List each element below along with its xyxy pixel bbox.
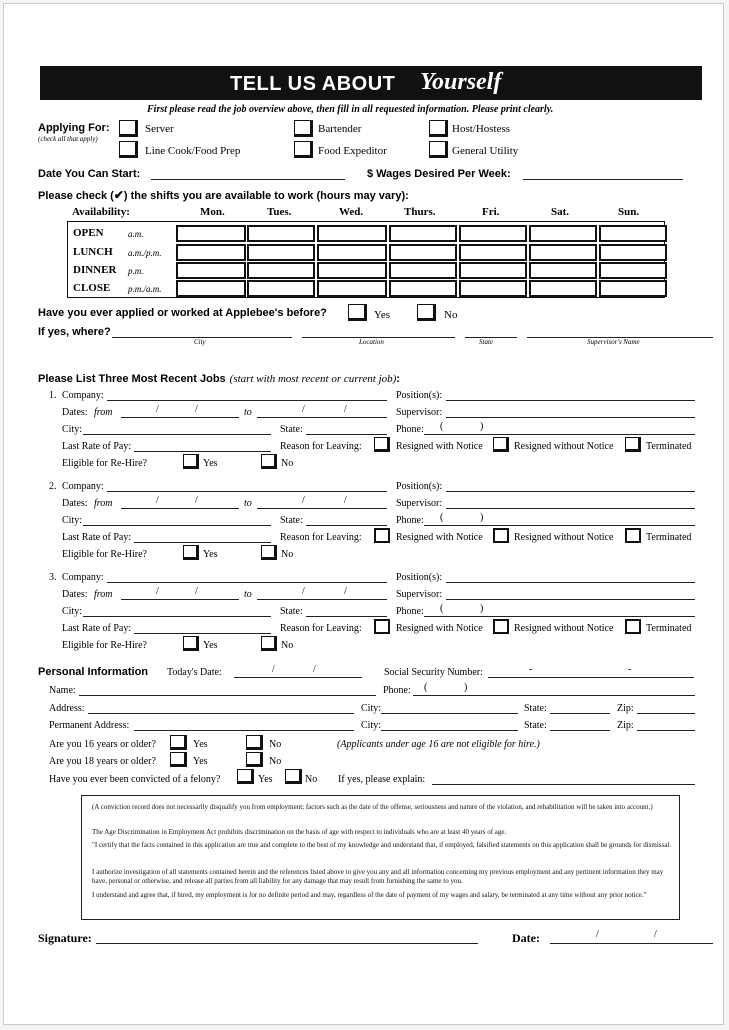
shift-cell-close-sat[interactable] xyxy=(529,280,597,297)
ssn-dash: - xyxy=(628,664,632,675)
job2-last-rate-label: Last Rate of Pay: xyxy=(62,532,132,543)
day-mon: Mon. xyxy=(200,206,225,218)
applying-for-label: Applying For: xyxy=(38,122,110,134)
job3-positions-label: Position(s): xyxy=(396,572,443,583)
age-note: (Applicants under age 16 are not eligible for hire.) xyxy=(337,739,540,750)
where-state-sublabel: State xyxy=(479,338,493,346)
host-label: Host/Hostess xyxy=(452,123,511,135)
date-slash: / xyxy=(596,929,599,940)
personal-phone-field[interactable] xyxy=(413,695,695,696)
shift-row-time: p.m. xyxy=(128,266,144,276)
start-date-field[interactable] xyxy=(151,179,345,180)
job3-resigned-without-checkbox[interactable] xyxy=(493,619,509,634)
job2-phone-paren: ( xyxy=(440,512,444,523)
job1-company-field[interactable] xyxy=(107,400,387,401)
job1-positions-label: Position(s): xyxy=(396,390,443,401)
shift-cell-lunch-sun[interactable] xyxy=(599,244,667,261)
line-cook-label: Line Cook/Food Prep xyxy=(145,145,241,157)
ssn-label: Social Security Number: xyxy=(384,667,483,678)
application-page xyxy=(3,3,724,1025)
job1-resigned-notice-checkbox[interactable] xyxy=(374,437,390,452)
banner-title: TELL US ABOUT xyxy=(230,73,396,95)
job3-dates-label: Dates: xyxy=(62,589,88,600)
general-utility-label: General Utility xyxy=(452,145,519,157)
permanent-zip-label: Zip: xyxy=(617,720,634,731)
job2-city-label: City: xyxy=(62,515,83,526)
day-tues: Tues. xyxy=(267,206,292,218)
day-sat: Sat. xyxy=(551,206,570,218)
job1-phone-label: Phone: xyxy=(396,424,424,435)
where-city-sublabel: City xyxy=(194,338,206,346)
shift-cell-dinner-fri[interactable] xyxy=(459,262,527,279)
job2-positions-field[interactable] xyxy=(446,491,695,492)
job1-positions-field[interactable] xyxy=(446,400,695,401)
age18-yes-checkbox[interactable] xyxy=(170,752,187,767)
job3-to-label: to xyxy=(244,589,252,600)
job1-reason-label: Reason for Leaving: xyxy=(280,441,362,452)
signature-label: Signature: xyxy=(38,931,92,945)
job1-phone-paren: ) xyxy=(480,421,484,432)
address-state-field[interactable] xyxy=(550,713,610,714)
job2-terminated-label: Terminated xyxy=(646,532,692,543)
age18-yes-label: Yes xyxy=(193,756,208,767)
job1-supervisor-label: Supervisor: xyxy=(396,407,443,418)
job2-resigned-notice-checkbox[interactable] xyxy=(374,528,390,543)
applying-for-note: (check all that apply) xyxy=(38,135,98,143)
job3-rehire-no-label: No xyxy=(281,640,294,651)
todays-date-field[interactable] xyxy=(234,677,362,678)
job2-phone-label: Phone: xyxy=(396,515,424,526)
job2-from-label: from xyxy=(94,498,113,509)
banner-title-script: Yourself xyxy=(420,69,502,95)
shift-cell-close-fri[interactable] xyxy=(459,280,527,297)
job3-number: 3. xyxy=(49,572,57,583)
felony-yes-checkbox[interactable] xyxy=(237,769,254,784)
explain-field[interactable] xyxy=(432,784,695,785)
job2-date-to-field[interactable] xyxy=(257,508,387,509)
shift-row-label: DINNER xyxy=(73,264,117,276)
job1-eligible-label: Eligible for Re-Hire? xyxy=(62,458,147,469)
job3-resigned-notice-checkbox[interactable] xyxy=(374,619,390,634)
shift-cell-open-fri[interactable] xyxy=(459,225,527,242)
general-utility-checkbox[interactable] xyxy=(429,141,448,158)
notice-age-discrimination: The Age Discrimination in Employment Act prohibits discrimination on the basis of age with respect to individuals who are at least 40 years of age. xyxy=(92,828,507,836)
shift-cell-lunch-fri[interactable] xyxy=(459,244,527,261)
job2-slash: / xyxy=(156,495,159,506)
day-thurs: Thurs. xyxy=(404,206,436,218)
job2-company-label: Company: xyxy=(62,481,104,492)
server-label: Server xyxy=(145,123,174,135)
job3-resigned-without-label: Resigned without Notice xyxy=(514,623,614,634)
job1-supervisor-field[interactable] xyxy=(446,417,695,418)
address-label: Address: xyxy=(49,703,85,714)
job1-slash: / xyxy=(156,404,159,415)
shifts-prompt: Please check (✔) the shifts you are available to work (hours may vary): xyxy=(38,188,409,202)
permanent-city-field[interactable] xyxy=(381,730,518,731)
job3-last-rate-field[interactable] xyxy=(134,633,271,634)
shift-cell-dinner-sat[interactable] xyxy=(529,262,597,279)
address-zip-label: Zip: xyxy=(617,703,634,714)
job1-slash: / xyxy=(195,404,198,415)
personal-phone-label: Phone: xyxy=(383,685,411,696)
address-zip-field[interactable] xyxy=(637,713,695,714)
job3-resigned-notice-label: Resigned with Notice xyxy=(396,623,483,634)
job1-slash: / xyxy=(302,404,305,415)
felony-no-checkbox[interactable] xyxy=(285,769,302,784)
permanent-address-label: Permanent Address: xyxy=(49,720,130,731)
job2-terminated-checkbox[interactable] xyxy=(625,528,641,543)
age18-no-checkbox[interactable] xyxy=(246,752,263,767)
shift-row-time: a.m./p.m. xyxy=(128,248,162,258)
age16-yes-label: Yes xyxy=(193,739,208,750)
shift-cell-dinner-sun[interactable] xyxy=(599,262,667,279)
job3-date-from-field[interactable] xyxy=(121,599,239,600)
shift-cell-open-sat[interactable] xyxy=(529,225,597,242)
job1-last-rate-field[interactable] xyxy=(134,451,271,452)
footer-date-field[interactable] xyxy=(550,943,713,944)
shift-cell-close-thurs[interactable] xyxy=(389,280,457,297)
ssn-field[interactable] xyxy=(488,677,694,678)
job3-rehire-yes-checkbox[interactable] xyxy=(183,636,199,651)
food-expeditor-label: Food Expeditor xyxy=(318,145,387,157)
day-fri: Fri. xyxy=(482,206,500,218)
notice-conviction: (A conviction record does not necessarily disqualify you from employment; factors such as the date of the offense, seriousness and nature of the violation, and rehabilitation will be taken into account.) xyxy=(92,803,653,811)
job1-dates-label: Dates: xyxy=(62,407,88,418)
ssn-dash: - xyxy=(529,664,533,675)
address-city-field[interactable] xyxy=(381,713,518,714)
job1-resigned-without-label: Resigned without Notice xyxy=(514,441,614,452)
age16-no-label: No xyxy=(269,739,282,750)
explain-label: If yes, please explain: xyxy=(338,774,426,785)
job2-phone-field[interactable] xyxy=(424,525,695,526)
job2-slash: / xyxy=(302,495,305,506)
previous-no-label: No xyxy=(444,309,458,321)
permanent-state-label: State: xyxy=(524,720,547,731)
age18-no-label: No xyxy=(269,756,282,767)
phone-paren: ( xyxy=(424,682,428,693)
job1-rehire-no-label: No xyxy=(281,458,294,469)
instructions-text: First please read the job overview above, then fill in all requested information. Please print clearly. xyxy=(147,104,554,115)
shift-cell-open-wed[interactable] xyxy=(317,225,387,242)
job1-slash: / xyxy=(344,404,347,415)
day-sun: Sun. xyxy=(618,206,640,218)
footer-date-label: Date: xyxy=(512,931,540,945)
job1-from-label: from xyxy=(94,407,113,418)
date-slash: / xyxy=(654,929,657,940)
job2-supervisor-field[interactable] xyxy=(446,508,695,509)
job1-terminated-checkbox[interactable] xyxy=(625,437,641,452)
server-checkbox[interactable] xyxy=(119,120,138,137)
job1-company-label: Company: xyxy=(62,390,104,401)
shift-row-label: OPEN xyxy=(73,227,104,239)
job3-city-field[interactable] xyxy=(83,616,271,617)
notice-authorize: I authorize investigation of all statements contained herein and the references listed above to give you any and all information concerning my previous employment and any pertinent information they may have, personal or otherwise, and release all parties from all liability for any damage that may result from furnishing the same to you. xyxy=(92,868,664,885)
notice-certify: "I certify that the facts contained in this application are true and complete to the best of my knowledge and understand that, if employed, falsified statements on this application shall be grounds for dismissal. xyxy=(92,841,672,849)
job1-last-rate-label: Last Rate of Pay: xyxy=(62,441,132,452)
job1-number: 1. xyxy=(49,390,57,401)
job3-company-label: Company: xyxy=(62,572,104,583)
job1-resigned-notice-label: Resigned with Notice xyxy=(396,441,483,452)
permanent-state-field[interactable] xyxy=(550,730,610,731)
job2-dates-label: Dates: xyxy=(62,498,88,509)
age16-no-checkbox[interactable] xyxy=(246,735,263,750)
job3-slash: / xyxy=(156,586,159,597)
job1-state-field[interactable] xyxy=(306,434,387,435)
permanent-zip-field[interactable] xyxy=(637,730,695,731)
day-wed: Wed. xyxy=(339,206,364,218)
jobs-heading: Please List Three Most Recent Jobs (start with most recent or current job): xyxy=(38,373,400,385)
job3-company-field[interactable] xyxy=(107,582,387,583)
job1-date-from-field[interactable] xyxy=(121,417,239,418)
job2-rehire-no-checkbox[interactable] xyxy=(261,545,277,560)
job1-terminated-label: Terminated xyxy=(646,441,692,452)
food-expeditor-checkbox[interactable] xyxy=(294,141,313,158)
shift-cell-open-thurs[interactable] xyxy=(389,225,457,242)
job3-phone-field[interactable] xyxy=(424,616,695,617)
job3-slash: / xyxy=(302,586,305,597)
job1-city-label: City: xyxy=(62,424,83,435)
job2-state-label: State: xyxy=(280,515,303,526)
name-field[interactable] xyxy=(79,695,376,696)
job3-rehire-yes-label: Yes xyxy=(203,640,218,651)
job3-terminated-checkbox[interactable] xyxy=(625,619,641,634)
job1-phone-paren: ( xyxy=(440,421,444,432)
job2-positions-label: Position(s): xyxy=(396,481,443,492)
job2-rehire-no-label: No xyxy=(281,549,294,560)
where-supervisor-sublabel: Supervisor's Name xyxy=(587,338,640,346)
permanent-city-label: City: xyxy=(361,720,382,731)
job3-slash: / xyxy=(344,586,347,597)
job1-rehire-yes-checkbox[interactable] xyxy=(183,454,199,469)
job2-to-label: to xyxy=(244,498,252,509)
shift-cell-lunch-tues[interactable] xyxy=(247,244,315,261)
job3-rehire-no-checkbox[interactable] xyxy=(261,636,277,651)
shift-row-label: CLOSE xyxy=(73,282,111,294)
job3-eligible-label: Eligible for Re-Hire? xyxy=(62,640,147,651)
job3-supervisor-label: Supervisor: xyxy=(396,589,443,600)
job2-rehire-yes-checkbox[interactable] xyxy=(183,545,199,560)
felony-no-label: No xyxy=(305,774,318,785)
job1-date-to-field[interactable] xyxy=(257,417,387,418)
shift-cell-close-wed[interactable] xyxy=(317,280,387,297)
shift-cell-open-sun[interactable] xyxy=(599,225,667,242)
job2-phone-paren: ) xyxy=(480,512,484,523)
job2-last-rate-field[interactable] xyxy=(134,542,271,543)
legal-notice-box xyxy=(81,795,680,920)
address-city-label: City: xyxy=(361,703,382,714)
job3-terminated-label: Terminated xyxy=(646,623,692,634)
date-slash: / xyxy=(272,664,275,675)
host-checkbox[interactable] xyxy=(429,120,448,137)
job3-phone-label: Phone: xyxy=(396,606,424,617)
felony-yes-label: Yes xyxy=(258,774,273,785)
job2-resigned-without-label: Resigned without Notice xyxy=(514,532,614,543)
job2-number: 2. xyxy=(49,481,57,492)
date-slash: / xyxy=(313,664,316,675)
job1-state-label: State: xyxy=(280,424,303,435)
shift-row-label: LUNCH xyxy=(73,246,113,258)
where-label: If yes, where? xyxy=(38,326,111,338)
shift-cell-dinner-tues[interactable] xyxy=(247,262,315,279)
job1-phone-field[interactable] xyxy=(424,434,695,435)
job3-phone-paren: ) xyxy=(480,603,484,614)
shift-cell-lunch-thurs[interactable] xyxy=(389,244,457,261)
previous-yes-checkbox[interactable] xyxy=(348,304,367,321)
shift-cell-close-tues[interactable] xyxy=(247,280,315,297)
previous-question: Have you ever applied or worked at Applebee's before? xyxy=(38,307,327,319)
shift-cell-lunch-sat[interactable] xyxy=(529,244,597,261)
name-label: Name: xyxy=(49,685,76,696)
shift-cell-open-tues[interactable] xyxy=(247,225,315,242)
shift-cell-close-sun[interactable] xyxy=(599,280,667,297)
bartender-checkbox[interactable] xyxy=(294,120,313,137)
age16-yes-checkbox[interactable] xyxy=(170,735,187,750)
shift-cell-dinner-thurs[interactable] xyxy=(389,262,457,279)
signature-field[interactable] xyxy=(96,943,478,944)
felony-label: Have you ever been convicted of a felony? xyxy=(49,774,221,785)
job1-resigned-without-checkbox[interactable] xyxy=(493,437,509,452)
job3-last-rate-label: Last Rate of Pay: xyxy=(62,623,132,634)
job3-positions-field[interactable] xyxy=(446,582,695,583)
todays-date-label: Today's Date: xyxy=(167,667,222,678)
job2-slash: / xyxy=(344,495,347,506)
personal-heading: Personal Information xyxy=(38,666,149,678)
job2-reason-label: Reason for Leaving: xyxy=(280,532,362,543)
address-state-label: State: xyxy=(524,703,547,714)
job2-slash: / xyxy=(195,495,198,506)
job2-date-from-field[interactable] xyxy=(121,508,239,509)
previous-yes-label: Yes xyxy=(374,309,391,321)
shift-cell-open-mon[interactable] xyxy=(176,225,246,242)
age18-label: Are you 18 years or older? xyxy=(49,756,156,767)
shift-row-time: a.m. xyxy=(128,229,144,239)
availability-label: Availability: xyxy=(72,206,130,218)
job1-rehire-yes-label: Yes xyxy=(203,458,218,469)
checkmark-icon: ✔ xyxy=(113,188,124,202)
job3-phone-paren: ( xyxy=(440,603,444,614)
title-banner xyxy=(40,66,702,100)
phone-paren: ) xyxy=(464,682,468,693)
notice-employment-terms: I understand and agree that, if hired, my employment is for no definite period and may, regardless of the date of payment of my wages and salary, be terminated at any time without any prior notice." xyxy=(92,891,647,899)
job3-date-to-field[interactable] xyxy=(257,599,387,600)
job3-slash: / xyxy=(195,586,198,597)
shift-cell-lunch-mon[interactable] xyxy=(176,244,246,261)
job3-state-label: State: xyxy=(280,606,303,617)
job2-company-field[interactable] xyxy=(107,491,387,492)
job1-to-label: to xyxy=(244,407,252,418)
wages-field[interactable] xyxy=(523,179,683,180)
job1-city-field[interactable] xyxy=(83,434,271,435)
job3-from-label: from xyxy=(94,589,113,600)
job3-reason-label: Reason for Leaving: xyxy=(280,623,362,634)
where-location-sublabel: Location xyxy=(359,338,384,346)
job3-supervisor-field[interactable] xyxy=(446,599,695,600)
job2-resigned-without-checkbox[interactable] xyxy=(493,528,509,543)
job3-city-label: City: xyxy=(62,606,83,617)
job3-state-field[interactable] xyxy=(306,616,387,617)
job2-eligible-label: Eligible for Re-Hire? xyxy=(62,549,147,560)
wages-label: $ Wages Desired Per Week: xyxy=(367,168,511,180)
shift-cell-dinner-mon[interactable] xyxy=(176,262,246,279)
job2-state-field[interactable] xyxy=(306,525,387,526)
address-field[interactable] xyxy=(88,713,354,714)
shift-cell-lunch-wed[interactable] xyxy=(317,244,387,261)
shift-row-time: p.m./a.m. xyxy=(128,284,162,294)
job1-rehire-no-checkbox[interactable] xyxy=(261,454,277,469)
shift-cell-close-mon[interactable] xyxy=(176,280,246,297)
line-cook-checkbox[interactable] xyxy=(119,141,138,158)
job2-rehire-yes-label: Yes xyxy=(203,549,218,560)
permanent-address-field[interactable] xyxy=(134,730,354,731)
age16-label: Are you 16 years or older? xyxy=(49,739,156,750)
job2-city-field[interactable] xyxy=(83,525,271,526)
shift-cell-dinner-wed[interactable] xyxy=(317,262,387,279)
bartender-label: Bartender xyxy=(318,123,362,135)
job2-supervisor-label: Supervisor: xyxy=(396,498,443,509)
start-date-label: Date You Can Start: xyxy=(38,168,141,180)
job2-resigned-notice-label: Resigned with Notice xyxy=(396,532,483,543)
previous-no-checkbox[interactable] xyxy=(417,304,436,321)
